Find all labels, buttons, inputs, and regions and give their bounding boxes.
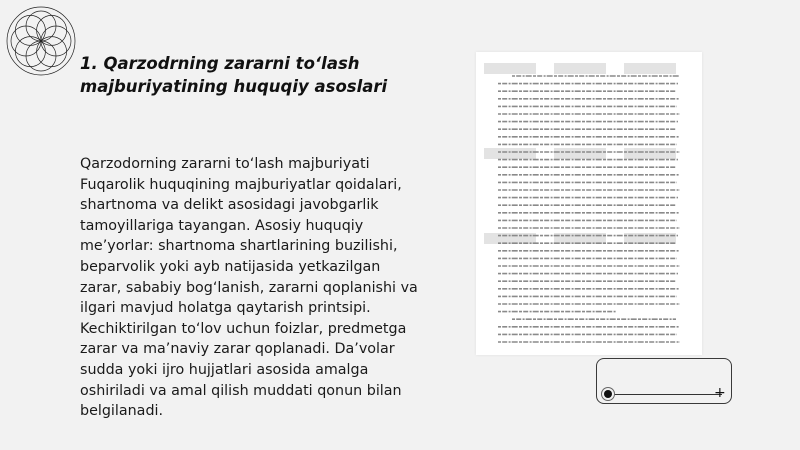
watermark-mark xyxy=(554,233,606,244)
slider-frame xyxy=(596,358,732,404)
slider-track[interactable] xyxy=(610,394,722,395)
slider-handle[interactable] xyxy=(604,390,612,398)
watermark-mark xyxy=(624,148,676,159)
watermark-mark xyxy=(484,63,536,74)
circular-pattern-icon xyxy=(4,4,78,78)
watermark-mark xyxy=(624,63,676,74)
slide-body-text: Qarzodorning zararni to‘lash majburiyati Fuqarolik huquqining majburiyatlar qoidalari, shartnoma va delikt asosidagi javobgarlik tamoyillariga tayangan. Asosiy huquqiy me’yorlar: shartnoma shartlarining buzilishi, beparvolik yoki ayb natijasida yetkazilgan zarar, sababiy bog‘lanish, zararni qoplanishi va ilgari mavjud holatga qaytarish printsipi. Kechiktirilgan to‘lov uchun foizlar, predmetga zarar va ma’naviy zarar qoplanadi. Da’volar sudda yoki ijro hujjatlari asosida amalga oshiriladi va amal qilish muddati qonun bilan belgilanadi. xyxy=(80,156,418,420)
watermark-mark xyxy=(554,148,606,159)
watermark-mark xyxy=(484,148,536,159)
document-scan-image xyxy=(476,52,702,355)
plus-icon: + xyxy=(714,385,726,401)
slide-title: 1. Qarzodrning zararni to‘lash majburiyatining huquqiy asoslari xyxy=(80,54,388,96)
watermark-mark xyxy=(484,233,536,244)
watermark-mark xyxy=(624,233,676,244)
watermark-mark xyxy=(554,63,606,74)
